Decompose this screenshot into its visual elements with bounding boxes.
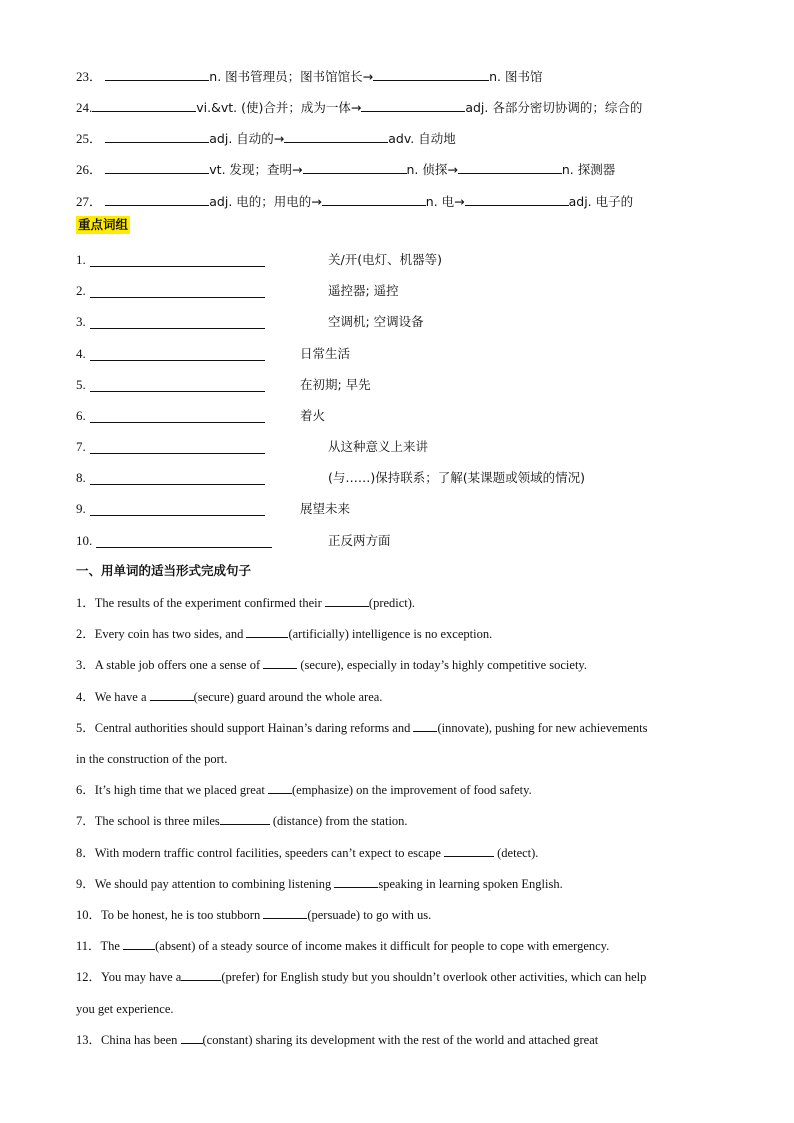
answer-blank[interactable] (105, 160, 209, 174)
sentence-text: With modern traffic control facilities, speeders can’t expect to escape (94, 846, 445, 860)
answer-blank[interactable] (444, 844, 494, 857)
sentence-text: (constant) sharing its development with the rest of the world and attached great (202, 1033, 599, 1047)
answer-blank[interactable] (263, 656, 297, 669)
phrase-meaning: 从这种意义上来讲 (328, 439, 429, 454)
phrase-number: 8. (76, 470, 86, 485)
vocab-definition: n. 电→ (425, 194, 465, 209)
phrase-meaning: 空调机; 空调设备 (328, 314, 424, 329)
phrase-number: 9. (76, 501, 86, 516)
phrase-number: 5. (76, 377, 86, 392)
sentence-text: Every coin has two sides, and (94, 627, 247, 641)
phrase-meaning: 着火 (300, 408, 326, 423)
sentence-2 (76, 625, 492, 643)
phrase-meaning: 正反两方面 (328, 533, 391, 548)
sentence-number: 9． (76, 877, 95, 891)
sentence-text: The results of the experiment confirmed their (94, 596, 325, 610)
sentence-text: (secure) guard around the whole area. (193, 690, 383, 704)
sentence-text: (distance) from the station. (269, 814, 408, 828)
sentence-number: 11． (76, 939, 101, 953)
phrase-answer-blank[interactable] (90, 440, 265, 454)
vocab-definition: n. 侦探→ (406, 162, 458, 177)
sentence-number: 4． (76, 690, 95, 704)
sentence-12-continued (76, 1000, 174, 1018)
sentence-number: 5． (76, 721, 95, 735)
sentence-number: 6． (76, 783, 95, 797)
sentence-1 (76, 594, 415, 612)
sentence-number: 3． (76, 658, 95, 672)
answer-blank[interactable] (268, 781, 292, 794)
sentence-text: you get experience. (76, 1002, 174, 1016)
section-title: 一、用单词的适当形式完成句子 (76, 563, 252, 578)
sentence-13 (76, 1031, 598, 1049)
vocab-definition: adj. 电的；用电的→ (209, 194, 322, 209)
sentence-text: We have a (94, 690, 150, 704)
vocab-definition: adj. 自动的→ (209, 131, 285, 146)
sentence-4 (76, 688, 382, 706)
phrase-number: 10. (76, 533, 93, 548)
sentence-9 (76, 875, 563, 893)
phrase-answer-blank[interactable] (90, 409, 265, 423)
answer-blank[interactable] (334, 875, 378, 888)
answer-blank[interactable] (92, 98, 196, 112)
sentence-text: (absent) of a steady source of income makes it difficult for people to cope with emergency. (155, 939, 610, 953)
phrase-number: 7. (76, 439, 86, 454)
answer-blank[interactable] (465, 192, 569, 206)
phrases-heading: 重点词组 (78, 217, 129, 232)
vocab-definition: adv. 自动地 (388, 131, 456, 146)
sentence-5-continued (76, 750, 227, 768)
phrase-number: 3. (76, 314, 86, 329)
sentence-text: (predict). (368, 596, 416, 610)
sentence-text: A stable job offers one a sense of (94, 658, 264, 672)
sentence-text: You may have a (101, 970, 182, 984)
answer-blank[interactable] (284, 129, 388, 143)
sentence-number: 10． (76, 908, 102, 922)
phrase-meaning: 遥控器; 遥控 (328, 283, 399, 298)
sentence-text: The school is three miles (94, 814, 220, 828)
answer-blank[interactable] (105, 67, 209, 81)
phrase-number: 4. (76, 346, 86, 361)
answer-blank[interactable] (458, 160, 562, 174)
sentence-text: To be honest, he is too stubborn (101, 908, 264, 922)
sentence-text: (prefer) for English study but you shouldn’t overlook other activities, which can help (221, 970, 647, 984)
phrase-answer-blank[interactable] (90, 378, 265, 392)
vocab-number: 27． (76, 194, 103, 209)
sentence-text: speaking in learning spoken English. (378, 877, 563, 891)
answer-blank[interactable] (361, 98, 465, 112)
sentence-3 (76, 656, 587, 674)
answer-blank[interactable] (325, 594, 369, 607)
phrase-number: 6. (76, 408, 86, 423)
sentence-text: (emphasize) on the improvement of food safety. (291, 783, 532, 797)
vocab-definition: vi.&vt. (使)合并；成为一体→ (196, 100, 362, 115)
sentence-number: 2． (76, 627, 95, 641)
phrase-number: 2. (76, 283, 86, 298)
sentence-6 (76, 781, 532, 799)
phrase-answer-blank[interactable] (90, 471, 265, 485)
answer-blank[interactable] (413, 719, 437, 732)
vocab-line-27 (76, 192, 633, 211)
vocab-number: 24. (76, 100, 93, 115)
vocab-line-24 (76, 98, 642, 117)
phrase-meaning: 关/开(电灯、机器等) (328, 252, 442, 267)
sentence-text: China has been (101, 1033, 181, 1047)
answer-blank[interactable] (123, 937, 155, 950)
vocab-line-26 (76, 160, 615, 179)
phrase-meaning: 日常生活 (300, 346, 351, 361)
sentence-12 (76, 968, 646, 986)
answer-blank[interactable] (181, 968, 221, 981)
vocab-definition: adj. 电子的 (568, 194, 634, 209)
sentence-text: (detect). (494, 846, 539, 860)
answer-blank[interactable] (322, 192, 426, 206)
answer-blank[interactable] (150, 688, 194, 701)
answer-blank[interactable] (220, 812, 270, 825)
answer-blank[interactable] (105, 129, 209, 143)
sentence-10 (76, 906, 431, 924)
sentence-text: It’s high time that we placed great (94, 783, 268, 797)
sentence-number: 8． (76, 846, 95, 860)
sentence-number: 7． (76, 814, 95, 828)
vocab-line-23 (76, 67, 542, 86)
vocab-line-25 (76, 129, 456, 148)
sentence-11 (76, 937, 609, 955)
sentence-5 (76, 719, 647, 737)
vocab-definition: vt. 发现；查明→ (209, 162, 303, 177)
answer-blank[interactable] (246, 625, 288, 638)
answer-blank[interactable] (303, 160, 407, 174)
sentence-text: (innovate), pushing for new achievements (437, 721, 648, 735)
sentence-text: The (100, 939, 124, 953)
answer-blank[interactable] (263, 906, 307, 919)
vocab-definition: n. 图书馆 (489, 69, 543, 84)
phrase-answer-blank[interactable] (90, 502, 265, 516)
vocab-number: 25． (76, 131, 103, 146)
phrase-meaning: 展望未来 (300, 501, 351, 516)
answer-blank[interactable] (105, 192, 209, 206)
sentence-number: 1． (76, 596, 95, 610)
answer-blank[interactable] (373, 67, 489, 81)
phrase-answer-blank[interactable] (90, 347, 265, 361)
sentence-text: (persuade) to go with us. (307, 908, 432, 922)
sentence-8 (76, 844, 538, 862)
sentence-text: (secure), especially in today’s highly competitive society. (297, 658, 587, 672)
answer-blank[interactable] (181, 1031, 203, 1044)
sentence-text: We should pay attention to combining listening (94, 877, 335, 891)
phrase-answer-blank[interactable] (90, 315, 265, 329)
sentence-7 (76, 812, 408, 830)
vocab-number: 26． (76, 162, 103, 177)
vocab-definition: n. 探测器 (561, 162, 616, 177)
sentence-text: in the construction of the port. (76, 752, 228, 766)
vocab-definition: n. 图书管理员；图书馆馆长→ (209, 69, 374, 84)
sentence-number: 12． (76, 970, 102, 984)
phrase-number: 1. (76, 252, 86, 267)
phrase-meaning: 在初期; 早先 (300, 377, 371, 392)
vocab-definition: adj. 各部分密切协调的；综合的 (465, 100, 643, 115)
vocab-number: 23． (76, 69, 103, 84)
phrase-answer-blank[interactable] (90, 284, 265, 298)
sentence-text: (artificially) intelligence is no exception. (288, 627, 493, 641)
sentence-text: Central authorities should support Hainan’s daring reforms and (94, 721, 414, 735)
phrase-answer-blank[interactable] (96, 534, 272, 548)
phrase-answer-blank[interactable] (90, 253, 265, 267)
sentence-number: 13． (76, 1033, 102, 1047)
phrase-meaning: (与……)保持联系；了解(某课题或领域的情况) (328, 470, 586, 485)
